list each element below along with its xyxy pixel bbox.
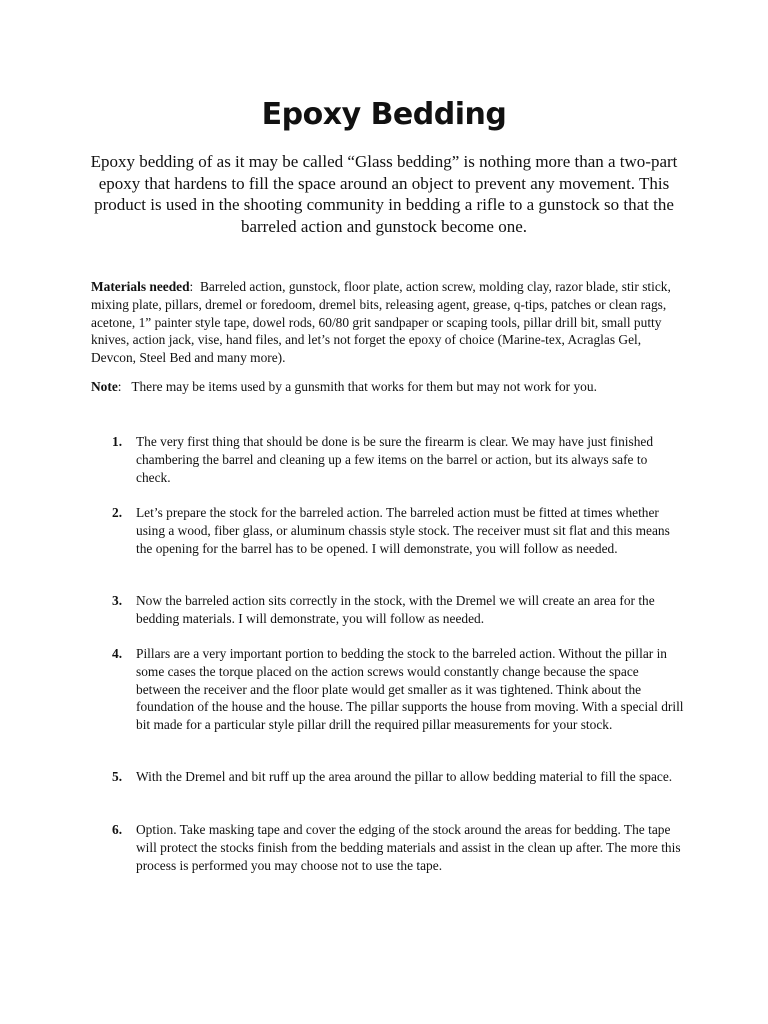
step-text: Pillars are a very important portion to bedding the stock to the barreled action. Without the pillar in some cases the torque placed on the action screws would constantly change because the space between the receiver and the floor plate would get smaller as it was tightened. Think about the foundation of the house and the house. The pillar supports the house from moving. With a special drill bit made for a particular style pillar drill the required pillar measurements for your stock. [136,646,684,733]
page-title: Epoxy Bedding [261,97,507,132]
step-text: With the Dremel and bit ruff up the area around the pillar to allow bedding material to fill the space. [136,769,673,784]
step-number: 2. [112,505,123,520]
step-number: 4. [112,646,123,661]
note-paragraph: Note: There may be items used by a gunsmith that works for them but may not work for you. [91,379,597,394]
note-text: There may be items used by a gunsmith that works for them but may not work for you. [131,379,597,394]
materials-text: Barreled action, gunstock, floor plate, action screw, molding clay, razor blade, stir stick, mixing plate, pillars, dremel or foredoom, dremel bits, releasing agent, grease, q-tips, patches or clean rags, acetone, 1” painter style tape, dowel rods, 60/80 grit sandpaper or scaping tools, pillar drill bit, small putty knives, action jack, vise, hand files, and let’s not forget the epoxy of choice (Marine-tex, Acraglas Gel, Devcon, Steel Bed and many more). [91,279,671,366]
step-number: 5. [112,769,123,784]
step-text: Option. Take masking tape and cover the edging of the stock around the areas for bedding. The tape will protect the stocks finish from the bedding materials and assist in the clean up after. The more this process is performed you may choose not to use the tape. [136,822,681,873]
step-number: 6. [112,822,123,837]
step-text: Let’s prepare the stock for the barreled action. The barreled action must be fitted at times whether using a wood, fiber glass, or aluminum chassis style stock. The receiver must sit flat and this means the opening for the barrel has to be opened. I will demonstrate, you will follow as needed. [136,505,670,556]
note-label: Note [91,379,118,394]
materials-label: Materials needed [91,279,190,294]
intro-paragraph: Epoxy bedding of as it may be called “Glass bedding” is nothing more than a two-part epoxy that hardens to fill the space around an object to prevent any movement. This product is used in the shooting community in bedding a rifle to a gunstock so that the barreled action and gunstock become one. [90,152,678,236]
step-number: 1. [112,434,123,449]
step-number: 3. [112,593,123,608]
step-text: Now the barreled action sits correctly in the stock, with the Dremel we will create an area for the bedding materials. I will demonstrate, you will follow as needed. [136,593,655,626]
materials-paragraph: Materials needed: Barreled action, gunstock, floor plate, action screw, molding clay, razor blade, stir stick, mixing plate, pillars, dremel or foredoom, dremel bits, releasing agent, grease, q-tips, patches or clean rags, acetone, 1” painter style tape, dowel rods, 60/80 grit sandpaper or scaping tools, pillar drill bit, small putty knives, action jack, vise, hand files, and let’s not forget the epoxy of choice (Marine-tex, Acraglas Gel, Devcon, Steel Bed and many more). [91,279,671,366]
step-text: The very first thing that should be done is be sure the firearm is clear. We may have just finished chambering the barrel and cleaning up a few items on the barrel or action, but its always safe to check. [136,434,654,485]
